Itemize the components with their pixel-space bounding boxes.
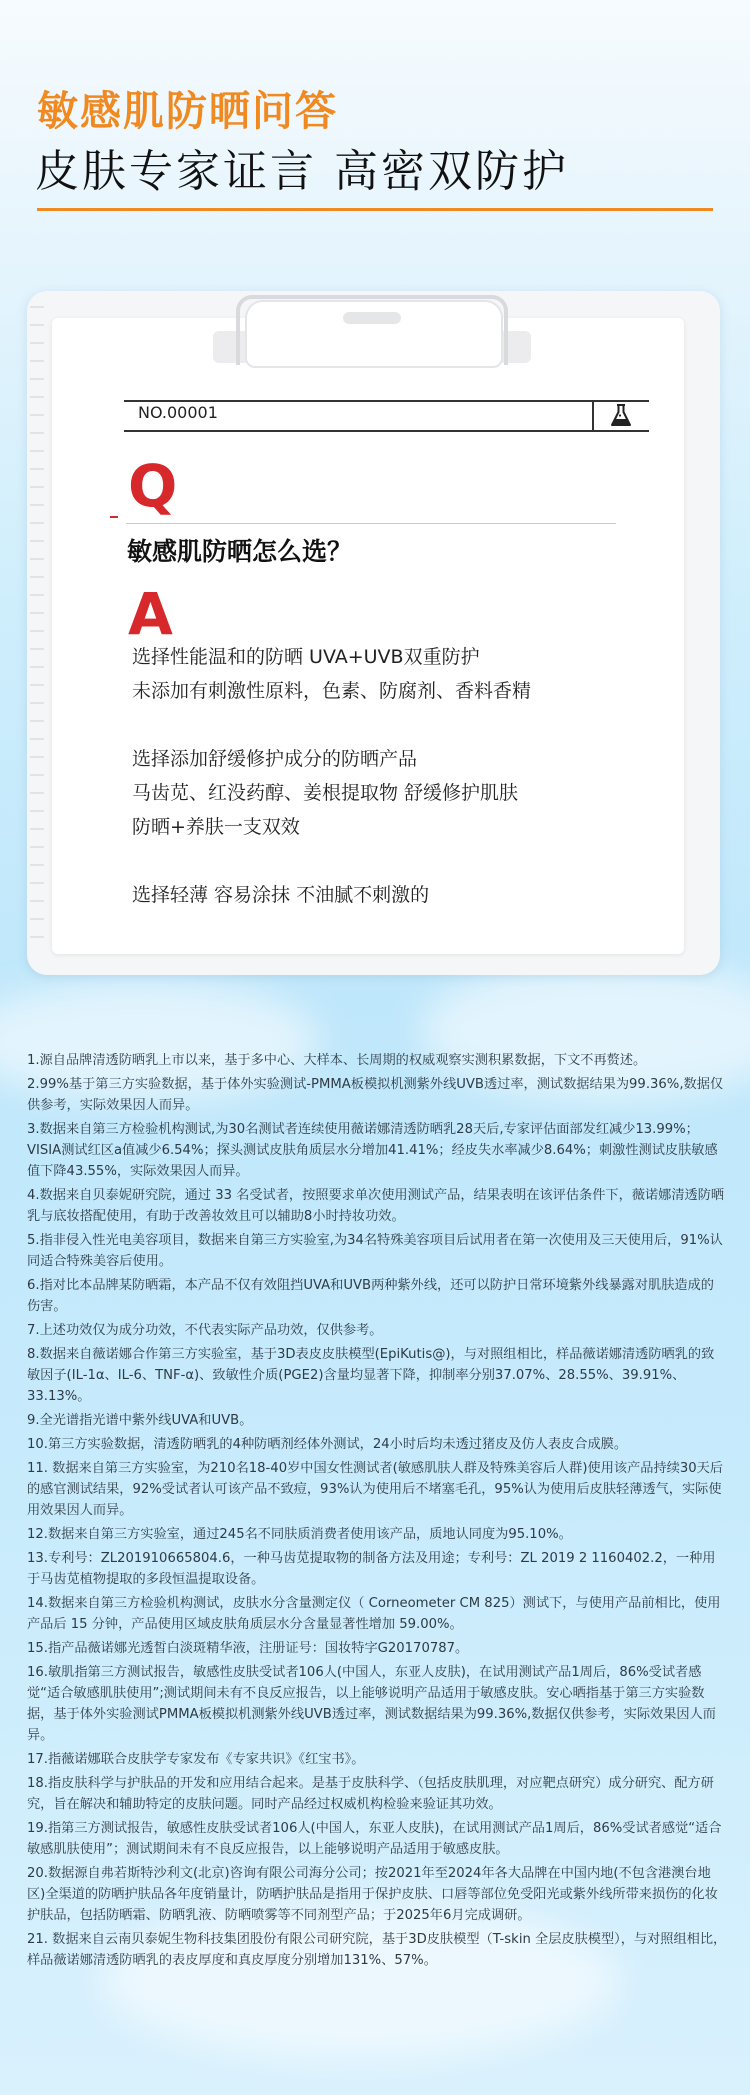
question-rule — [126, 523, 616, 524]
footnote: 5.指非侵入性光电美容项目，数据来自第三方实验室,为34名特殊美容项目后试用者在第一次使用及三天使用后，91%认同适合特殊美容后使用。 — [27, 1233, 723, 1269]
clipboard-clip-hole — [343, 312, 401, 324]
footnote: 8.数据来自薇诺娜合作第三方实验室，基于3D表皮皮肤模型(EpiKutis@)，与对照组相比，样品薇诺娜清透防晒乳的致敏因子(IL-1α、IL-6、TNF-α)、致敏性介质(PGE2)含量均显著下降，抑制率分别37.07%、28.55%、39.91%、33.13%。 — [27, 1347, 715, 1404]
footnote: 7.上述功效仅为成分功效，不代表实际产品功效，仅供参考。 — [27, 1323, 383, 1338]
answer-line: 防晒+养肤一支双效 — [132, 816, 300, 838]
question-marker: Q — [128, 452, 178, 520]
question-accent-line — [110, 516, 118, 518]
answer-line: 马齿苋、红没药醇、姜根提取物 舒缓修护肌肤 — [132, 782, 519, 804]
footnote: 9.全光谱指光谱中紫外线UVA和UVB。 — [27, 1413, 253, 1428]
clipboard-ruler — [30, 306, 44, 946]
answer-line: 选择性能温和的防晒 UVA+UVB双重防护 — [132, 646, 480, 668]
footnote: 15.指产品薇诺娜光透皙白淡斑精华液，注册证号：国妆特字G20170787。 — [27, 1641, 469, 1656]
page-title: 敏感肌防晒问答 — [37, 87, 338, 135]
footnote: 4.数据来自贝泰妮研究院，通过 33 名受试者，按照要求单次使用测试产品，结果表明在该评估条件下，薇诺娜清透防晒乳与底妆搭配使用，有助于改善妆效且可以辅助8小时持妆功效。 — [27, 1188, 725, 1224]
record-number: NO.00001 — [138, 403, 218, 422]
answer-line: 未添加有刺激性原料，色素、防腐剂、香料香精 — [132, 680, 532, 702]
footnote: 11. 数据来自第三方实验室，为210名18-40岁中国女性测试者(敏感肌肤人群及特殊美容后人群)使用该产品持续30天后的感官测试结果，92%受试者认可该产品不致痘，93%认为使用后不堵塞毛孔，95%认为使用后皮肤轻薄透气，实际使用效果因人而异。 — [27, 1461, 723, 1518]
footnote: 13.专利号：ZL201910665804.6，一种马齿苋提取物的制备方法及用途；专利号：ZL 2019 2 1160402.2，一种用于马齿苋植物提取的多段恒温提取设备。 — [27, 1551, 716, 1587]
question-text: 敏感肌防晒怎么选？ — [127, 537, 353, 566]
footnote: 6.指对比本品牌某防晒霜，本产品不仅有效阻挡UVA和UVB两种紫外线，还可以防护日常环境紫外线暴露对肌肤造成的伤害。 — [27, 1278, 714, 1314]
footnote: 14.数据来自第三方检验机构测试，皮肤水分含量测定仪（ Corneometer CM 825）测试下，与使用产品前相比，使用产品后 15 分钟，产品使用区域皮肤角质层水分含量显著性增加 59.00%。 — [27, 1596, 721, 1632]
title-divider — [37, 208, 713, 211]
answer-marker: A — [128, 580, 173, 648]
footnote: 3.数据来自第三方检验机构测试,为30名测试者连续使用薇诺娜清透防晒乳28天后,专家评估面部发红减少13.99%；VISIA测试红区a值减少6.54%；探头测试皮肤角质层水分增加41.41%；经皮失水率减少8.64%；刺激性测试皮肤敏感值下降43.55%，实际效果因人而异。 — [27, 1122, 718, 1179]
page-subtitle: 皮肤专家证言 高密双防护 — [35, 146, 569, 197]
footnote: 10.第三方实验数据，清透防晒乳的4种防晒剂经体外测试，24小时后均未透过猪皮及仿人表皮合成膜。 — [27, 1437, 628, 1452]
footnote: 21. 数据来自云南贝泰妮生物科技集团股份有限公司研究院，基于3D皮肤模型（T-skin 全层皮肤模型），与对照组相比，样品薇诺娜清透防晒乳的表皮厚度和真皮厚度分别增加131%、57%。 — [27, 1932, 727, 1968]
footnote: 18.指皮肤科学与护肤品的开发和应用结合起来。是基于皮肤科学、（包括皮肤肌理，对应靶点研究）成分研究、配方研究，旨在解决和辅助特定的皮肤问题。同时产品经过权威机构检验来验证其功效。 — [27, 1776, 714, 1812]
footnote: 17.指薇诺娜联合皮肤学专家发布《专家共识》《红宝书》。 — [27, 1752, 365, 1767]
footnote: 1.源自品牌清透防晒乳上市以来，基于多中心、大样本、长周期的权威观察实测积累数据，下文不再赘述。 — [27, 1053, 647, 1068]
footnotes — [27, 1050, 727, 1974]
footnote: 12.数据来自第三方实验室，通过245名不同肤质消费者使用该产品，质地认同度为95.10%。 — [27, 1527, 572, 1542]
clipboard-clip-ring — [236, 295, 508, 365]
answer-line: 选择添加舒缓修护成分的防晒产品 — [132, 748, 418, 770]
footnote: 20.数据源自弗若斯特沙利文(北京)咨询有限公司海分公司；按2021年至2024年各大品牌在中国内地(不包含港澳台地区)全渠道的防晒护肤品各年度销量计，防晒护肤品是指用于保护皮肤、口唇等部位免受阳光或紫外线所带来损伤的化妆护肤品，包括防晒霜、防晒乳液、防晒喷雾等不同剂型产品；于2025年6月完成调研。 — [27, 1866, 718, 1923]
footnote: 2.99%基于第三方实验数据，基于体外实验测试-PMMA板模拟机测紫外线UVB透过率，测试数据结果为99.36%,数据仅供参考，实际效果因人而异。 — [27, 1077, 724, 1113]
lab-flask-icon — [608, 403, 634, 429]
answer-line: 选择轻薄 容易涂抹 不油腻不刺激的 — [132, 884, 430, 906]
footnote: 16.敏肌指第三方测试报告，敏感性皮肤受试者106人(中国人，东亚人皮肤)，在试用测试产品1周后，86%受试者感觉“适合敏感肌肤使用”;测试期间未有不良反应报告，以上能够说明产品适用于敏感皮肤。安心晒指基于第三方实验数据，基于体外实验测试PMMA板模拟机测紫外线UVB透过率，测试数据结果为99.36%,数据仅供参考，实际效果因人而异。 — [27, 1665, 716, 1743]
footnote: 19.指第三方测试报告，敏感性皮肤受试者106人(中国人，东亚人皮肤)，在试用测试产品1周后，86%受试者感觉“适合敏感肌肤使用”；测试期间未有不良反应报告，以上能够说明产品适用于敏感皮肤。 — [27, 1821, 722, 1857]
number-bar-separator — [592, 400, 594, 432]
